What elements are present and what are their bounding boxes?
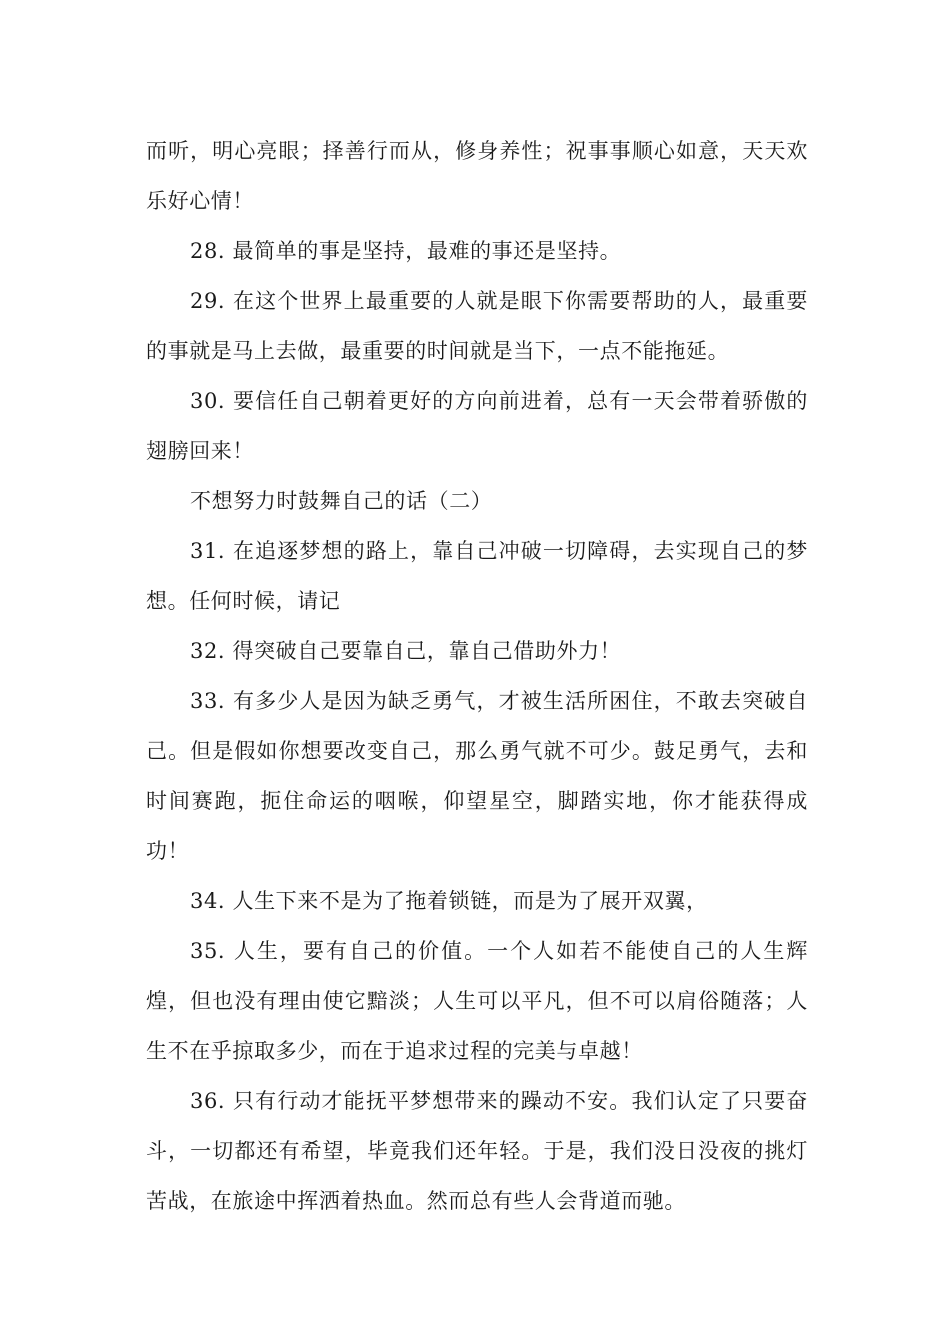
paragraph-item-36: 36. 只有行动才能抚平梦想带来的躁动不安。我们认定了只要奋斗，一切都还有希望，毕竟我们还年轻。于是，我们没日没夜的挑灯苦战，在旅途中挥洒着热血。然而总有些人会背道而驰。 [146, 1089, 808, 1213]
paragraph-item-35: 35. 人生，要有自己的价值。一个人如若不能使自己的人生辉煌，但也没有理由使它黯淡；人生可以平凡，但不可以肩俗随落；人生不在乎掠取多少，而在于追求过程的完美与卓越！ [146, 939, 808, 1063]
document-body [146, 126, 808, 1226]
paragraph-item-34: 34. 人生下来不是为了拖着锁链，而是为了展开双翼， [190, 889, 708, 913]
paragraph-item-29: 29. 在这个世界上最重要的人就是眼下你需要帮助的人，最重要的事就是马上去做，最重要的时间就是当下，一点不能拖延。 [146, 289, 808, 363]
paragraph-item-33: 33. 有多少人是因为缺乏勇气，才被生活所困住，不敢去突破自己。但是假如你想要改变自己，那么勇气就不可少。鼓足勇气，去和时间赛跑，扼住命运的咽喉，仰望星空，脚踏实地，你才能获得成功！ [146, 689, 808, 863]
paragraph-item-32: 32. 得突破自己要靠自己，靠自己借助外力！ [190, 639, 622, 663]
section-heading: 不想努力时鼓舞自己的话（二） [190, 489, 493, 513]
paragraph-continuation: 而听，明心亮眼；择善行而从，修身养性；祝事事顺心如意，天天欢乐好心情！ [146, 139, 808, 213]
paragraph-item-30: 30. 要信任自己朝着更好的方向前进着，总有一天会带着骄傲的翅膀回来！ [146, 389, 808, 463]
paragraph-item-31: 31. 在追逐梦想的路上，靠自己冲破一切障碍，去实现自己的梦想。任何时候，请记 [146, 539, 808, 613]
paragraph-item-28: 28. 最简单的事是坚持，最难的事还是坚持。 [190, 239, 622, 263]
